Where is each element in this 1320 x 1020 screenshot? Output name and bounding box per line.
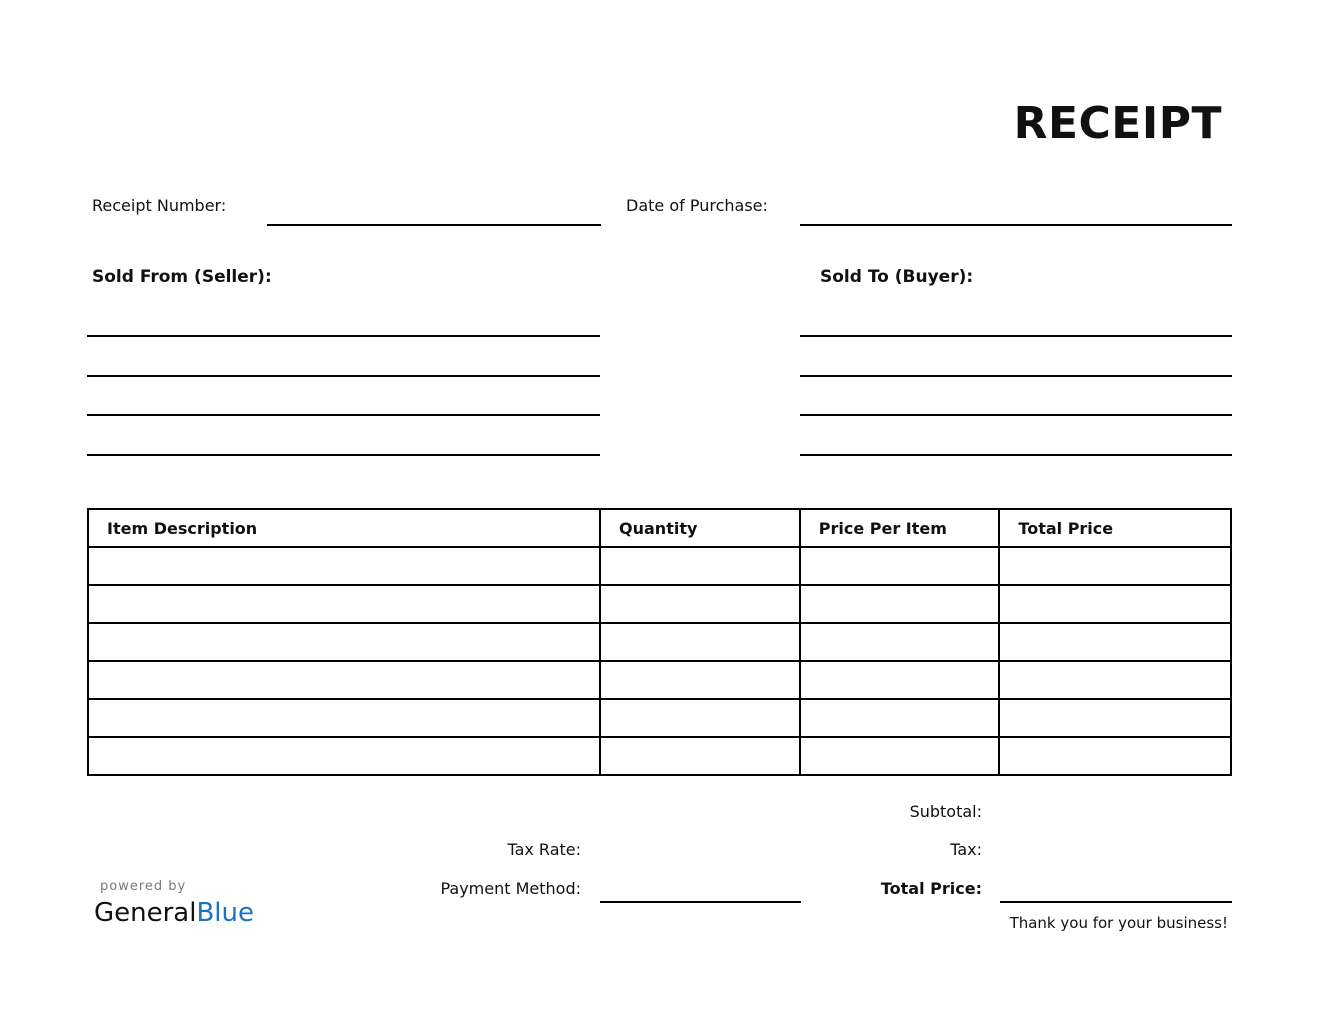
quantity-cell[interactable] xyxy=(600,699,800,737)
total-price-cell[interactable] xyxy=(999,661,1231,699)
column-header-quantity: Quantity xyxy=(600,509,800,547)
buyer-line-4[interactable] xyxy=(800,454,1232,456)
total-price-label: Total Price: xyxy=(880,879,982,898)
table-row xyxy=(88,737,1231,775)
item-description-cell[interactable] xyxy=(88,699,600,737)
seller-line-1[interactable] xyxy=(87,335,600,337)
date-of-purchase-field[interactable] xyxy=(800,224,1232,226)
buyer-line-3[interactable] xyxy=(800,414,1232,416)
table-row xyxy=(88,699,1231,737)
brand-name-blue: Blue xyxy=(196,898,255,928)
generalblue-logo[interactable] xyxy=(94,896,254,930)
buyer-line-2[interactable] xyxy=(800,375,1232,377)
seller-line-3[interactable] xyxy=(87,414,600,416)
table-header-row xyxy=(88,509,1231,547)
price-per-item-cell[interactable] xyxy=(800,585,1000,623)
price-per-item-cell[interactable] xyxy=(800,737,1000,775)
table-row xyxy=(88,547,1231,585)
total-price-cell[interactable] xyxy=(999,623,1231,661)
column-header-price-per-item: Price Per Item xyxy=(800,509,1000,547)
table-row xyxy=(88,661,1231,699)
brand-name-general: General xyxy=(94,898,197,928)
price-per-item-cell[interactable] xyxy=(800,623,1000,661)
tax-label: Tax: xyxy=(950,840,982,859)
receipt-title: RECEIPT xyxy=(1013,98,1222,149)
buyer-line-1[interactable] xyxy=(800,335,1232,337)
quantity-cell[interactable] xyxy=(600,623,800,661)
subtotal-label: Subtotal: xyxy=(909,802,982,821)
total-price-field[interactable] xyxy=(1000,901,1232,903)
total-price-cell[interactable] xyxy=(999,585,1231,623)
quantity-cell[interactable] xyxy=(600,585,800,623)
thank-you-note: Thank you for your business! xyxy=(1009,914,1228,932)
column-header-item-description: Item Description xyxy=(88,509,600,547)
item-description-cell[interactable] xyxy=(88,547,600,585)
powered-by-text: powered by xyxy=(100,879,187,894)
total-price-cell[interactable] xyxy=(999,699,1231,737)
receipt-number-label: Receipt Number: xyxy=(92,196,227,215)
seller-line-2[interactable] xyxy=(87,375,600,377)
price-per-item-cell[interactable] xyxy=(800,661,1000,699)
item-description-cell[interactable] xyxy=(88,623,600,661)
items-table xyxy=(87,508,1232,776)
quantity-cell[interactable] xyxy=(600,547,800,585)
column-header-total-price: Total Price xyxy=(999,509,1231,547)
price-per-item-cell[interactable] xyxy=(800,547,1000,585)
buyer-label: Sold To (Buyer): xyxy=(820,267,974,287)
tax-rate-label: Tax Rate: xyxy=(507,840,581,859)
payment-method-field[interactable] xyxy=(600,901,801,903)
table-row xyxy=(88,585,1231,623)
payment-method-label: Payment Method: xyxy=(440,879,581,898)
price-per-item-cell[interactable] xyxy=(800,699,1000,737)
total-price-cell[interactable] xyxy=(999,547,1231,585)
item-description-cell[interactable] xyxy=(88,585,600,623)
seller-line-4[interactable] xyxy=(87,454,600,456)
seller-label: Sold From (Seller): xyxy=(92,267,272,287)
date-of-purchase-label: Date of Purchase: xyxy=(626,196,768,215)
item-description-cell[interactable] xyxy=(88,737,600,775)
quantity-cell[interactable] xyxy=(600,737,800,775)
table-row xyxy=(88,623,1231,661)
total-price-cell[interactable] xyxy=(999,737,1231,775)
quantity-cell[interactable] xyxy=(600,661,800,699)
receipt-number-field[interactable] xyxy=(267,224,601,226)
item-description-cell[interactable] xyxy=(88,661,600,699)
